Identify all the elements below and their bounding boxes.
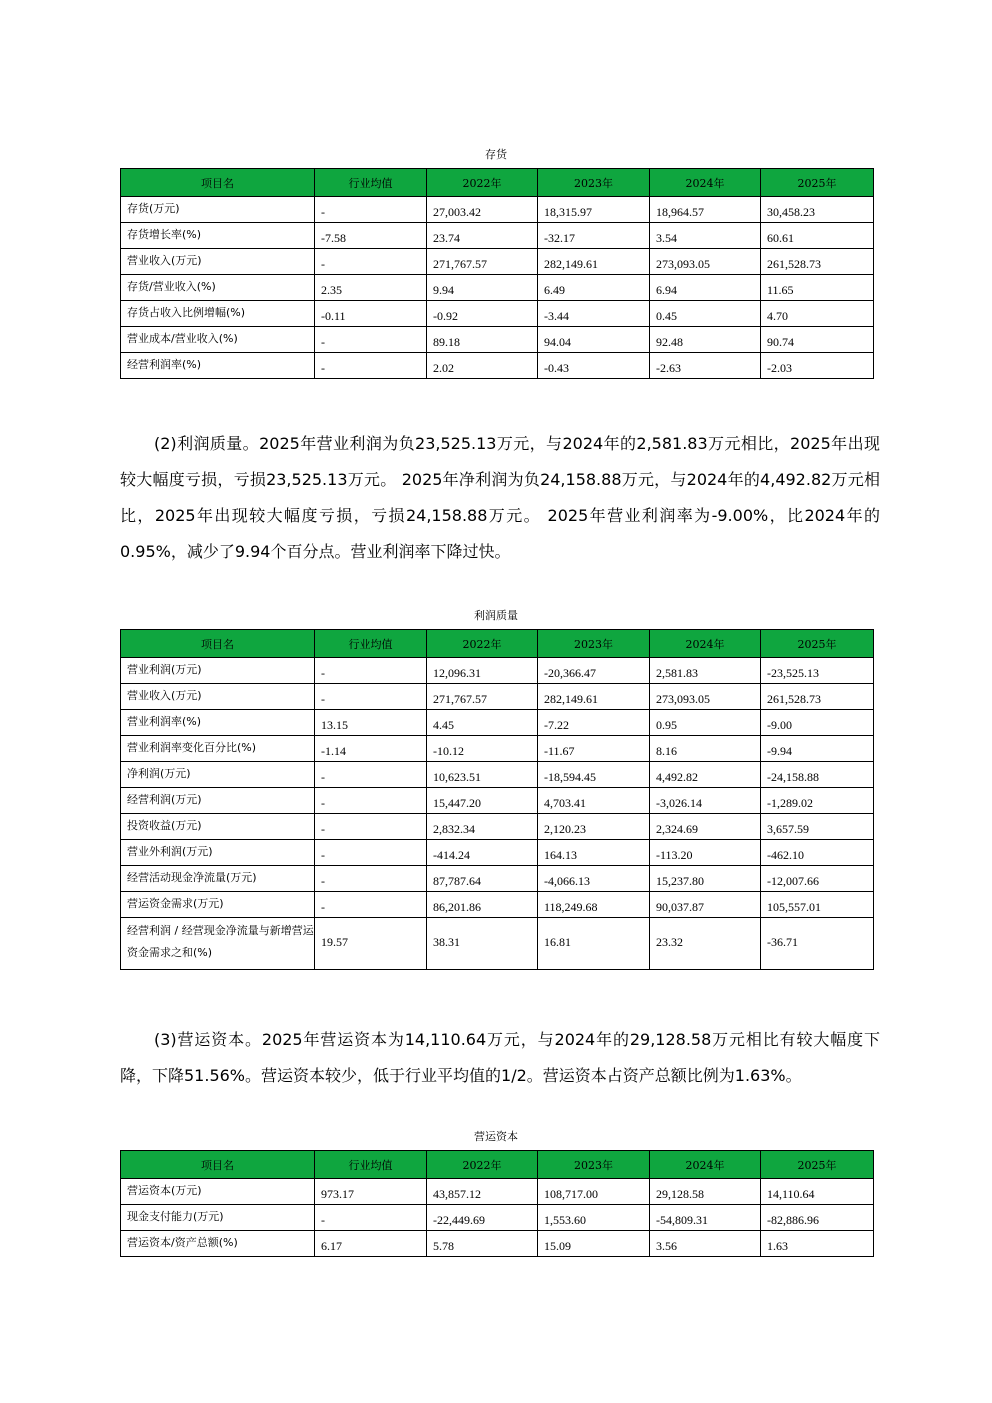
value-cell: -: [315, 249, 427, 275]
value-cell: 2,324.69: [650, 814, 761, 840]
value-cell: 8.16: [650, 736, 761, 762]
table-row: [121, 223, 874, 249]
value-cell: -18,594.45: [538, 762, 650, 788]
value-cell: 3.54: [650, 223, 761, 249]
paragraph-working-capital: (3)营运资本。2025年营运资本为14,110.64万元，与2024年的29,128.58万元相比有较大幅度下降，下降51.56%。营运资本较少，低于行业平均值的1/2。营运资本占资产总额比例为1.63%。: [120, 1030, 880, 1085]
value-cell: -54,809.31: [650, 1205, 761, 1231]
row-label-cell: 投资收益(万元): [121, 814, 315, 840]
row-label-cell: 现金支付能力(万元): [121, 1205, 315, 1231]
value-cell: 4,492.82: [650, 762, 761, 788]
row-label-cell: 存货占收入比例增幅(%): [121, 301, 315, 327]
table-caption-working-capital: 营运资本: [474, 1130, 518, 1143]
inventory-table: [120, 168, 874, 379]
value-cell: -: [315, 1205, 427, 1231]
value-cell: -0.92: [427, 301, 538, 327]
value-cell: -: [315, 788, 427, 814]
value-cell: -3.44: [538, 301, 650, 327]
value-cell: 6.49: [538, 275, 650, 301]
value-cell: 5.78: [427, 1231, 538, 1257]
row-label-cell: 营业成本/营业收入(%): [121, 327, 315, 353]
value-cell: -3,026.14: [650, 788, 761, 814]
value-cell: 261,528.73: [761, 684, 874, 710]
value-cell: -32.17: [538, 223, 650, 249]
value-cell: 271,767.57: [427, 249, 538, 275]
value-cell: 973.17: [315, 1179, 427, 1205]
column-header: 2022年: [427, 630, 538, 658]
row-label-cell: 营运资金需求(万元): [121, 892, 315, 918]
row-label-cell: 存货/营业收入(%): [121, 275, 315, 301]
row-label-cell: 经营活动现金净流量(万元): [121, 866, 315, 892]
value-cell: 273,093.05: [650, 249, 761, 275]
value-cell: 92.48: [650, 327, 761, 353]
table-row: [121, 353, 874, 379]
value-cell: -: [315, 814, 427, 840]
value-cell: -82,886.96: [761, 1205, 874, 1231]
value-cell: 1,553.60: [538, 1205, 650, 1231]
value-cell: 282,149.61: [538, 249, 650, 275]
value-cell: 60.61: [761, 223, 874, 249]
row-label-cell: 经营利润率(%): [121, 353, 315, 379]
value-cell: -7.58: [315, 223, 427, 249]
table-row: [121, 710, 874, 736]
column-header: 2022年: [427, 169, 538, 197]
value-cell: 282,149.61: [538, 684, 650, 710]
column-header: 行业均值: [315, 169, 427, 197]
value-cell: -11.67: [538, 736, 650, 762]
table-row: [121, 1179, 874, 1205]
value-cell: 1.63: [761, 1231, 874, 1257]
value-cell: -2.63: [650, 353, 761, 379]
value-cell: -: [315, 353, 427, 379]
value-cell: 29,128.58: [650, 1179, 761, 1205]
row-label-cell: 营业收入(万元): [121, 249, 315, 275]
value-cell: 27,003.42: [427, 197, 538, 223]
value-cell: -0.11: [315, 301, 427, 327]
value-cell: 38.31: [427, 918, 538, 970]
column-header: 2024年: [650, 169, 761, 197]
column-header: 2022年: [427, 1151, 538, 1179]
row-label-cell: 存货增长率(%): [121, 223, 315, 249]
value-cell: 11.65: [761, 275, 874, 301]
table-row: [121, 658, 874, 684]
value-cell: 16.81: [538, 918, 650, 970]
value-cell: 89.18: [427, 327, 538, 353]
value-cell: -9.94: [761, 736, 874, 762]
value-cell: 0.45: [650, 301, 761, 327]
value-cell: -24,158.88: [761, 762, 874, 788]
value-cell: -: [315, 658, 427, 684]
value-cell: -113.20: [650, 840, 761, 866]
table-header-row: [121, 1151, 874, 1179]
column-header: 2025年: [761, 630, 874, 658]
table-row: [121, 892, 874, 918]
table-row: [121, 301, 874, 327]
table-caption-inventory: 存货: [485, 148, 507, 161]
value-cell: 43,857.12: [427, 1179, 538, 1205]
value-cell: 105,557.01: [761, 892, 874, 918]
value-cell: -1.14: [315, 736, 427, 762]
value-cell: 94.04: [538, 327, 650, 353]
table-row: [121, 788, 874, 814]
row-label-cell: 存货(万元): [121, 197, 315, 223]
column-header: 项目名: [121, 1151, 315, 1179]
column-header: 2023年: [538, 1151, 650, 1179]
value-cell: 4,703.41: [538, 788, 650, 814]
value-cell: -36.71: [761, 918, 874, 970]
value-cell: 164.13: [538, 840, 650, 866]
row-label-cell: 营运资本/资产总额(%): [121, 1231, 315, 1257]
value-cell: -414.24: [427, 840, 538, 866]
value-cell: -1,289.02: [761, 788, 874, 814]
column-header: 行业均值: [315, 1151, 427, 1179]
row-label-cell: 经营利润 / 经营现金净流量与新增营运资金需求之和(%): [121, 918, 315, 970]
value-cell: 18,964.57: [650, 197, 761, 223]
value-cell: -22,449.69: [427, 1205, 538, 1231]
column-header: 2024年: [650, 630, 761, 658]
table-row: [121, 736, 874, 762]
table-row: [121, 866, 874, 892]
value-cell: 18,315.97: [538, 197, 650, 223]
row-label-cell: 经营利润(万元): [121, 788, 315, 814]
value-cell: -: [315, 327, 427, 353]
table-row: [121, 1205, 874, 1231]
value-cell: 30,458.23: [761, 197, 874, 223]
table-caption-profit-quality: 利润质量: [474, 609, 518, 622]
column-header: 2023年: [538, 630, 650, 658]
value-cell: 10,623.51: [427, 762, 538, 788]
value-cell: -20,366.47: [538, 658, 650, 684]
value-cell: 0.95: [650, 710, 761, 736]
value-cell: 2,120.23: [538, 814, 650, 840]
value-cell: 273,093.05: [650, 684, 761, 710]
value-cell: 87,787.64: [427, 866, 538, 892]
value-cell: 3.56: [650, 1231, 761, 1257]
value-cell: -4,066.13: [538, 866, 650, 892]
row-label-cell: 营业利润(万元): [121, 658, 315, 684]
value-cell: -: [315, 840, 427, 866]
table-row: [121, 840, 874, 866]
value-cell: -0.43: [538, 353, 650, 379]
value-cell: -: [315, 684, 427, 710]
table-row: [121, 1231, 874, 1257]
row-label-cell: 净利润(万元): [121, 762, 315, 788]
value-cell: 15,447.20: [427, 788, 538, 814]
value-cell: 2.02: [427, 353, 538, 379]
value-cell: 108,717.00: [538, 1179, 650, 1205]
value-cell: -: [315, 197, 427, 223]
value-cell: 4.45: [427, 710, 538, 736]
value-cell: 19.57: [315, 918, 427, 970]
value-cell: 2.35: [315, 275, 427, 301]
value-cell: -9.00: [761, 710, 874, 736]
working-capital-table: [120, 1150, 874, 1257]
row-label-cell: 营业利润率(%): [121, 710, 315, 736]
paragraph-profit-quality: (2)利润质量。2025年营业利润为负23,525.13万元，与2024年的2,581.83万元相比，2025年出现较大幅度亏损，亏损23,525.13万元。 2025年净利润为负24,158.88万元，与2024年的4,492.82万元相比，2025年出现较大幅度亏损，亏损24,158.88万元。 2025年营业利润率为-9.00%，比2024年的0.95%，减少了9.94个百分点。营业利润率下降过快。: [120, 434, 880, 561]
value-cell: 4.70: [761, 301, 874, 327]
value-cell: 15,237.80: [650, 866, 761, 892]
value-cell: 15.09: [538, 1231, 650, 1257]
column-header: 2025年: [761, 169, 874, 197]
row-label-cell: 营业收入(万元): [121, 684, 315, 710]
value-cell: 12,096.31: [427, 658, 538, 684]
table-row: [121, 197, 874, 223]
value-cell: 13.15: [315, 710, 427, 736]
value-cell: 271,767.57: [427, 684, 538, 710]
value-cell: -23,525.13: [761, 658, 874, 684]
value-cell: 6.17: [315, 1231, 427, 1257]
table-row: [121, 684, 874, 710]
value-cell: -7.22: [538, 710, 650, 736]
value-cell: 14,110.64: [761, 1179, 874, 1205]
column-header: 项目名: [121, 630, 315, 658]
value-cell: -12,007.66: [761, 866, 874, 892]
value-cell: 9.94: [427, 275, 538, 301]
value-cell: 86,201.86: [427, 892, 538, 918]
row-label-cell: 营业外利润(万元): [121, 840, 315, 866]
row-label-cell: 营业利润率变化百分比(%): [121, 736, 315, 762]
value-cell: 2,832.34: [427, 814, 538, 840]
table-row: [121, 918, 874, 970]
value-cell: 118,249.68: [538, 892, 650, 918]
table-row: [121, 249, 874, 275]
value-cell: -10.12: [427, 736, 538, 762]
table-header-row: [121, 630, 874, 658]
column-header: 2023年: [538, 169, 650, 197]
value-cell: -2.03: [761, 353, 874, 379]
value-cell: -: [315, 762, 427, 788]
value-cell: -: [315, 892, 427, 918]
value-cell: 2,581.83: [650, 658, 761, 684]
value-cell: 6.94: [650, 275, 761, 301]
value-cell: 90.74: [761, 327, 874, 353]
row-label-cell: 营运资本(万元): [121, 1179, 315, 1205]
table-row: [121, 814, 874, 840]
value-cell: 261,528.73: [761, 249, 874, 275]
value-cell: 23.74: [427, 223, 538, 249]
table-row: [121, 762, 874, 788]
profit-quality-table: [120, 629, 874, 970]
value-cell: 3,657.59: [761, 814, 874, 840]
column-header: 项目名: [121, 169, 315, 197]
value-cell: -462.10: [761, 840, 874, 866]
value-cell: 23.32: [650, 918, 761, 970]
column-header: 2025年: [761, 1151, 874, 1179]
value-cell: -: [315, 866, 427, 892]
table-row: [121, 275, 874, 301]
table-row: [121, 327, 874, 353]
column-header: 2024年: [650, 1151, 761, 1179]
table-header-row: [121, 169, 874, 197]
value-cell: 90,037.87: [650, 892, 761, 918]
column-header: 行业均值: [315, 630, 427, 658]
